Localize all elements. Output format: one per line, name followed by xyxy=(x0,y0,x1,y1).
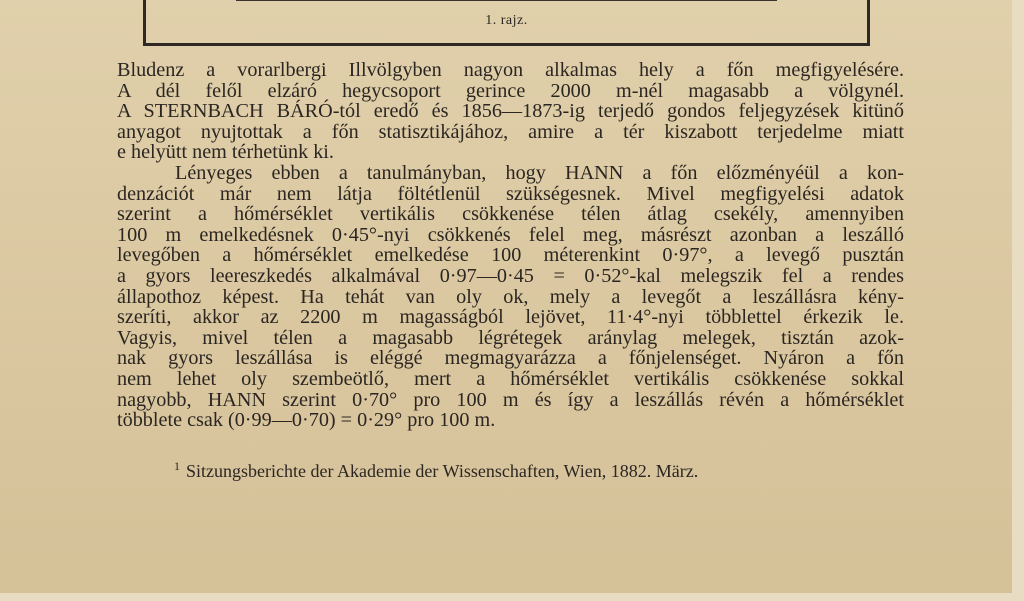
text-line: 100 m emelkedésnek 0·45°-nyi csökkenés felel meg, másrészt azonban a leszálló xyxy=(117,223,904,246)
text-line: nagyobb, HANN szerint 0·70° pro 100 m és így a leszállás révén a hőmérséklet xyxy=(117,388,904,411)
body-text xyxy=(117,60,904,431)
figure-frame xyxy=(143,0,870,46)
figure-caption: 1. rajz. xyxy=(485,13,528,28)
text-line: nem lehet oly szembeötlő, mert a hőmérséklet vertikális csökkenése sokkal xyxy=(117,367,904,390)
text-line: Lényeges ebben a tanulmányban, hogy HANN a főn előzményéül a kon- xyxy=(175,161,904,184)
text-line: Bludenz a vorarlbergi Illvölgyben nagyon alkalmas hely a főn megfigyelésére. xyxy=(117,59,904,81)
text-line: denzációt már nem látja föltétlenül szükségesnek. Mivel megfigyelési adatok xyxy=(117,182,904,205)
text-line: A dél felől elzáró hegycsoport gerince 2000 m-nél magasabb a völgynél. xyxy=(117,79,904,102)
text-line: Vagyis, mivel télen a magasabb légrétegek aránylag melegek, tisztán azok- xyxy=(117,326,904,349)
page-edge-bottom xyxy=(0,593,1024,601)
text-line: A STERNBACH BÁRÓ-tól eredő és 1856—1873-ig terjedő gondos feljegyzések kitünő xyxy=(117,100,904,123)
text-line: nak gyors leszállása is eléggé megmagyarázza a főnjelenséget. Nyáron a főn xyxy=(117,347,904,370)
text-line: levegőben a hőmérséklet emelkedése 100 méterenkint 0·97°, a levegő pusztán xyxy=(117,244,904,267)
text-line: anyagot nyujtottak a főn statisztikájához, amire a tér kiszabott terjedelme miatt xyxy=(117,120,904,143)
figure-inner-rule xyxy=(236,0,777,1)
text-line: szerint a hőmérséklet vertikális csökkenése télen átlag csekély, amennyiben xyxy=(117,203,904,226)
text-line: többlete csak (0·99—0·70) = 0·29° pro 100 m. xyxy=(117,409,496,432)
text-line: szeríti, akkor az 2200 m magasságból lejövet, 11·4°-nyi többlettel érkezik le. xyxy=(117,306,904,329)
footnote-marker: 1 xyxy=(174,459,180,473)
footnote-text: Sitzungsberichte der Akademie der Wissenschaften, Wien, 1882. März. xyxy=(186,461,699,481)
page-edge-right xyxy=(1012,0,1024,601)
footnote xyxy=(174,459,698,482)
text-line: e helyütt nem térhetünk ki. xyxy=(117,141,334,164)
text-line: állapothoz képest. Ha tehát van oly ok, mely a levegőt a leszállásra kény- xyxy=(117,285,904,308)
text-line: a gyors leereszkedés alkalmával 0·97—0·45 = 0·52°-kal melegszik fel a rendes xyxy=(117,264,904,287)
